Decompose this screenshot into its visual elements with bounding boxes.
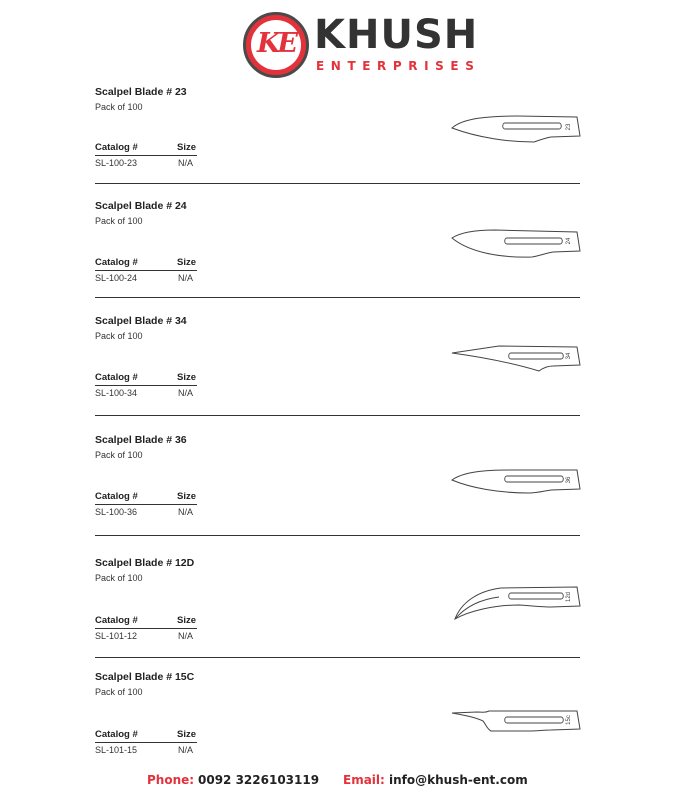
size-value: N/A: [178, 273, 194, 283]
product-title: Scalpel Blade # 24: [95, 200, 187, 212]
email-address[interactable]: info@khush-ent.com: [389, 773, 528, 787]
blade-label: 12d: [566, 591, 572, 603]
brand-subtitle: ENTERPRISES: [316, 59, 481, 73]
blade-label: 34: [566, 352, 572, 360]
divider: [95, 297, 580, 298]
header-rule: [95, 742, 197, 743]
scalpel-blade-12d-icon: [449, 575, 581, 625]
pack-size: Pack of 100: [95, 573, 143, 583]
catalog-header: Catalog #: [95, 491, 138, 502]
catalog-number: SL-100-36: [95, 507, 138, 517]
size-header: Size: [177, 257, 197, 268]
blade-label: 24: [566, 237, 572, 245]
catalog-number: SL-101-12: [95, 631, 138, 641]
size-header: Size: [177, 729, 197, 740]
catalog-number: SL-100-34: [95, 388, 138, 398]
email-label: Email:: [343, 773, 385, 787]
product-title: Scalpel Blade # 12D: [95, 557, 195, 569]
pack-size: Pack of 100: [95, 102, 143, 112]
pack-size: Pack of 100: [95, 687, 143, 697]
catalog-header: Catalog #: [95, 372, 138, 383]
size-value: N/A: [178, 507, 194, 517]
header-rule: [95, 504, 197, 505]
pack-size: Pack of 100: [95, 216, 143, 226]
size-header: Size: [177, 615, 197, 626]
header-rule: [95, 270, 197, 271]
logo-monogram: KE: [256, 28, 296, 59]
brand-name: KHUSH: [314, 12, 479, 58]
pack-size: Pack of 100: [95, 331, 143, 341]
scalpel-blade-36-icon: [449, 456, 581, 506]
divider: [95, 535, 580, 536]
catalog-header: Catalog #: [95, 142, 138, 153]
header: [0, 0, 689, 82]
header-rule: [95, 155, 197, 156]
product-title: Scalpel Blade # 34: [95, 315, 187, 327]
logo-emblem: [243, 12, 309, 78]
size-value: N/A: [178, 388, 194, 398]
product-title: Scalpel Blade # 23: [95, 86, 187, 98]
size-value: N/A: [178, 158, 194, 168]
catalog-number: SL-101-15: [95, 745, 138, 755]
size-header: Size: [177, 372, 197, 383]
footer-contact: [0, 773, 689, 793]
header-rule: [95, 385, 197, 386]
blade-label: 23: [566, 123, 572, 131]
product-title: Scalpel Blade # 15C: [95, 671, 195, 683]
catalog-header: Catalog #: [95, 729, 138, 740]
catalog-header: Catalog #: [95, 615, 138, 626]
size-value: N/A: [178, 745, 194, 755]
divider: [95, 183, 580, 184]
blade-label: 36: [566, 476, 572, 484]
size-header: Size: [177, 491, 197, 502]
scalpel-blade-34-icon: [449, 333, 581, 383]
catalog-number: SL-100-23: [95, 158, 138, 168]
phone-label: Phone:: [147, 773, 195, 787]
pack-size: Pack of 100: [95, 450, 143, 460]
scalpel-blade-24-icon: [449, 218, 581, 268]
product-title: Scalpel Blade # 36: [95, 434, 187, 446]
divider: [95, 415, 580, 416]
divider: [95, 657, 580, 658]
scalpel-blade-23-icon: [449, 104, 581, 154]
blade-label: 15c: [566, 715, 572, 725]
header-rule: [95, 628, 197, 629]
catalog-number: SL-100-24: [95, 273, 138, 283]
scalpel-blade-15c-icon: [449, 699, 581, 749]
size-value: N/A: [178, 631, 194, 641]
catalog-header: Catalog #: [95, 257, 138, 268]
size-header: Size: [177, 142, 197, 153]
phone-number: 0092 3226103119: [198, 773, 320, 787]
